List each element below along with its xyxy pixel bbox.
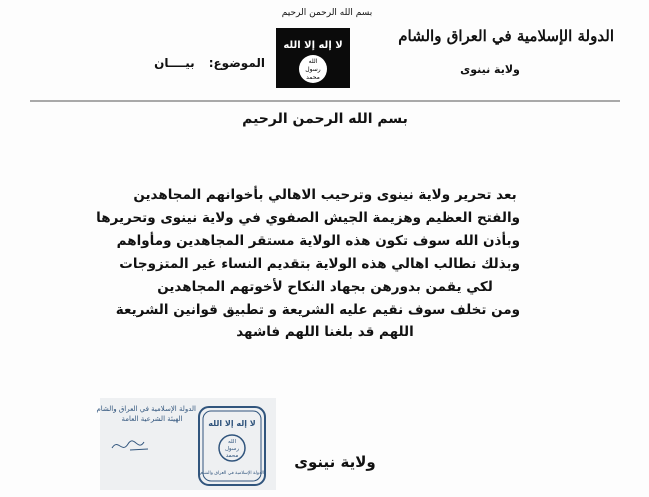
body-line: والفتح العظيم وهزيمة الجيش الصفوي في ولاية نينوى وتحريرها bbox=[96, 209, 520, 226]
official-seal bbox=[196, 404, 268, 488]
province-header: ولاية نينوى bbox=[460, 63, 520, 76]
body-line: بعد تحرير ولاية نينوى وترحيب الاهالي بأخوانهم المجاهدين bbox=[133, 187, 517, 203]
seal-top-text: لا إله إلا الله bbox=[208, 419, 256, 428]
statement-body bbox=[96, 184, 520, 344]
subject-value: بيــــان bbox=[154, 56, 195, 70]
state-name-header: الدولة الإسلامية في العراق والشام bbox=[398, 27, 614, 45]
body-line: وبأذن الله سوف تكون هذه الولاية مستقر المجاهدين ومأواهم bbox=[116, 232, 520, 249]
body-basmala: بسم الله الرحمن الرحيم bbox=[242, 111, 408, 127]
subject-line bbox=[120, 56, 265, 70]
body-line: ومن تخلف سوف نقيم عليه الشريعة و تطبيق قوانين الشريعة bbox=[115, 301, 520, 318]
body-line: اللهم قد بلغنا اللهم فاشهد bbox=[236, 324, 414, 341]
flag-seal-line-1: الله bbox=[308, 58, 318, 65]
signature-province: ولاية نينوى bbox=[294, 453, 376, 471]
body-line: لكي يقمن بدورهن بجهاد النكاح لأخوتهم المجاهدين bbox=[157, 278, 493, 295]
black-flag-emblem bbox=[276, 28, 350, 88]
seal-line-1: الله bbox=[228, 439, 236, 445]
flag-seal-line-2: رسول bbox=[305, 66, 321, 73]
flag-seal-line-3: محمد bbox=[306, 74, 320, 81]
stamp-line: الدولة الإسلامية في العراق والشام bbox=[96, 405, 196, 413]
seal-line-2: رسول bbox=[224, 446, 240, 452]
flag-top-text: لا إله إلا الله bbox=[283, 40, 343, 51]
body-line: وبذلك نطالب اهالي هذه الولاية بتقديم النساء غير المتزوجات bbox=[119, 255, 520, 272]
header-basmala: بسم الله الرحمن الرحيم bbox=[281, 8, 373, 18]
stamp-line: الهيئة الشرعية العامة bbox=[121, 415, 183, 423]
subject-label: الموضوع: bbox=[208, 56, 265, 70]
header-divider bbox=[30, 100, 620, 102]
handwritten-signature bbox=[110, 436, 150, 456]
flag-graphic bbox=[276, 28, 350, 88]
seal-line-3: محمد bbox=[225, 453, 239, 459]
stamp-header-text bbox=[96, 404, 196, 424]
seal-bottom-text: الدولة الإسلامية في العراق والشام bbox=[200, 471, 264, 476]
